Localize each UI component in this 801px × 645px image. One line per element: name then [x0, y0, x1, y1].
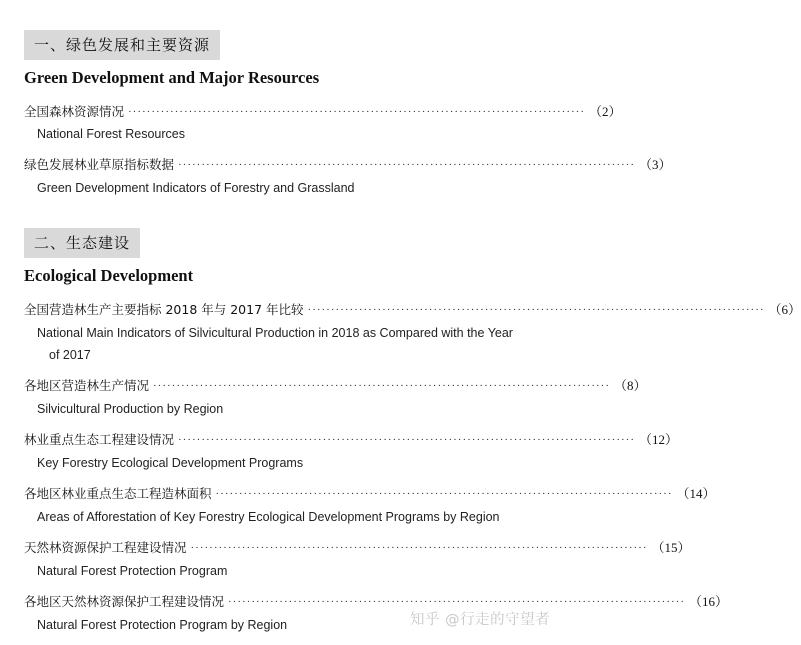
watermark: 知乎 @行走的守望者: [410, 612, 551, 628]
toc-entry-en: National Forest Resources: [37, 127, 185, 141]
section-1-title-cn: 一、绿色发展和主要资源: [24, 30, 220, 60]
leader-dots: ··································································································: [178, 159, 635, 171]
page-number: （6）: [768, 302, 801, 317]
page-number: （16）: [689, 594, 729, 609]
toc-entry-cn[interactable]: [24, 377, 647, 396]
toc-entry-title: 各地区天然林资源保护工程建设情况: [24, 594, 225, 609]
toc-entry-en: Areas of Afforestation of Key Forestry Ecological Development Programs by Region: [37, 510, 500, 524]
toc-entry-en: Natural Forest Protection Program: [37, 564, 228, 578]
toc-entry-cn[interactable]: [24, 103, 622, 122]
toc-entry-en-text: National Main Indicators of Silvicultural Production in 2018 as Compared with the Year of 2017: [37, 326, 513, 362]
toc-entry-en: Key Forestry Ecological Development Programs: [37, 456, 304, 470]
toc-entry-en: [37, 322, 515, 366]
toc-entry-title: 绿色发展林业草原指标数据: [24, 157, 175, 172]
leader-dots: ··································································································: [128, 106, 585, 118]
leader-dots: ··································································································: [228, 596, 685, 608]
toc-entry-title: 各地区林业重点生态工程造林面积: [24, 486, 212, 501]
page-number: （3）: [639, 157, 672, 172]
toc-entry-cn[interactable]: [24, 539, 691, 558]
page-number: （2）: [589, 104, 622, 119]
leader-dots: ··································································································: [215, 488, 673, 500]
toc-entry-cn[interactable]: [24, 301, 801, 320]
toc-entry-cn[interactable]: [24, 485, 716, 504]
toc-entry-en: Green Development Indicators of Forestry and Grassland: [37, 181, 355, 195]
toc-entry-title: 天然林资源保护工程建设情况: [24, 540, 187, 555]
toc-entry-cn[interactable]: [24, 431, 679, 450]
section-2-title-en: Ecological Development: [24, 266, 194, 285]
toc-entry-title: 各地区营造林生产情况: [24, 378, 150, 393]
section-2-title-cn: 二、生态建设: [24, 228, 140, 258]
page-number: （15）: [651, 540, 691, 555]
toc-entry-cn[interactable]: [24, 156, 672, 175]
toc-entry-en: Natural Forest Protection Program by Region: [37, 618, 288, 632]
page-number: （12）: [639, 432, 679, 447]
toc-entry-title: 林业重点生态工程建设情况: [24, 432, 175, 447]
toc-entry-title: 全国森林资源情况: [24, 104, 125, 119]
page-number: （14）: [676, 486, 716, 501]
leader-dots: ··································································································: [190, 542, 648, 554]
page-number: （8）: [614, 378, 647, 393]
toc-entry-en: Silvicultural Production by Region: [37, 402, 224, 416]
section-1-title-en: Green Development and Major Resources: [24, 68, 320, 87]
toc-entry-title: 全国营造林生产主要指标 2018 年与 2017 年比较: [24, 302, 304, 317]
leader-dots: ··································································································: [307, 304, 765, 316]
leader-dots: ··································································································: [153, 380, 610, 392]
leader-dots: ··································································································: [178, 434, 635, 446]
